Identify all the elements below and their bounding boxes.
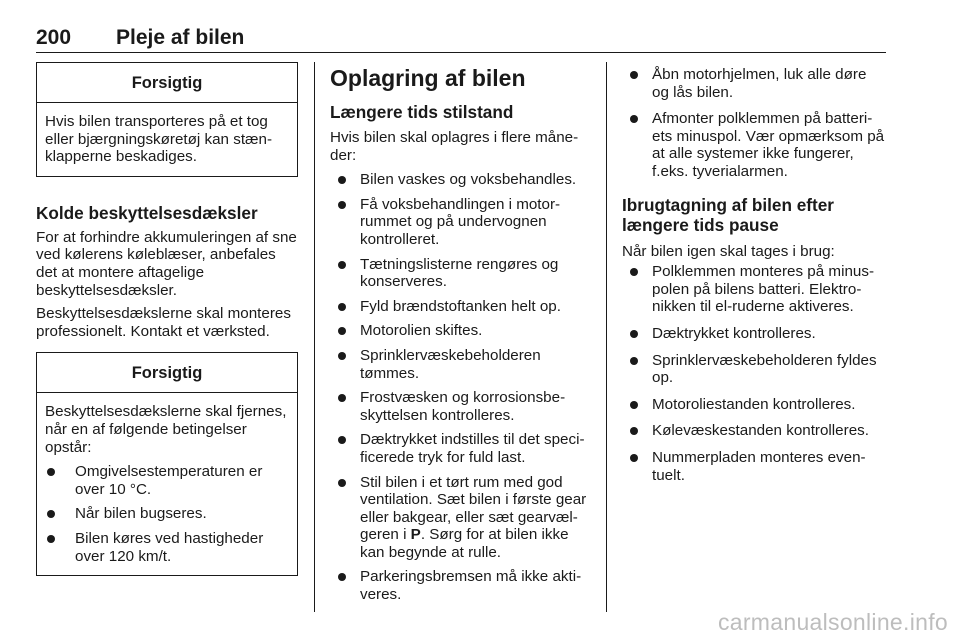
caution-box-covers	[36, 352, 298, 576]
bullet-icon	[338, 327, 346, 335]
list-item: Frostvæsken og korrosionsbeskyttelsen kontrolleres.	[330, 389, 592, 424]
bullet-icon	[630, 330, 638, 338]
list-item: Polklemmen monteres på minuspolen på bilens batteri. Elektronikken til el-ruderne aktiveres.	[622, 263, 886, 316]
paragraph: Når bilen igen skal tages i brug:	[622, 242, 835, 260]
bullet-icon	[338, 573, 346, 581]
list-item: Når bilen bugseres.	[45, 505, 289, 523]
middle-column	[330, 62, 592, 604]
list-item: Sprinklervæskebeholderen fyldes op.	[622, 352, 886, 387]
list-item: Parkeringsbremsen må ikke aktiveres.	[330, 568, 592, 603]
list-item: Motorolien skiftes.	[330, 322, 592, 340]
column-divider-2	[606, 62, 607, 612]
bullet-icon	[630, 427, 638, 435]
list-item: Tætningslisterne rengøres og konserveres.	[330, 256, 592, 291]
bullet-icon	[47, 510, 55, 518]
bullet-icon	[338, 201, 346, 209]
storage-list	[330, 171, 592, 603]
watermark: carmanualsonline.info	[717, 609, 948, 635]
bullet-icon	[630, 268, 638, 276]
section-title-cold-covers: Kolde beskyttelsesdæksler	[36, 202, 258, 223]
bullet-icon	[630, 401, 638, 409]
caution-title: Forsigtig	[37, 63, 297, 103]
page-number: 200	[36, 26, 72, 49]
left-column	[36, 62, 298, 576]
subsection-heading: Ibrugtagning af bilen efter længere tids pause	[622, 194, 834, 235]
paragraph: For at forhindre akkumuleringen af sne ved kølerens køleblæser, anbefales det at montere aftagelige beskyttelsesdæksler.	[36, 228, 297, 299]
header-divider	[36, 52, 886, 53]
right-column	[622, 62, 886, 484]
bullet-icon	[338, 479, 346, 487]
page-header	[36, 26, 886, 50]
bullet-icon	[47, 535, 55, 543]
list-item: Afmonter polklemmen på batteriets minuspol. Vær opmærksom på at alle systemer ikke fungerer, f.eks. tyverialarmen.	[622, 110, 886, 180]
list-item: Fyld brændstoftanken helt op.	[330, 298, 592, 316]
bullet-icon	[338, 261, 346, 269]
section-heading: Oplagring af bilen	[330, 65, 526, 91]
caution-text: Hvis bilen transporteres på et tog eller bjærgningskøretøj kan stænklapperne beskadiges.	[45, 113, 273, 166]
bullet-icon	[338, 352, 346, 360]
bullet-icon	[630, 115, 638, 123]
bullet-icon	[338, 436, 346, 444]
gear-p-label: P	[410, 526, 421, 544]
bullet-icon	[338, 394, 346, 402]
storage-list-continued	[622, 66, 886, 181]
paragraph: Beskyttelsesdækslerne skal monteres professionelt. Kontakt et værksted.	[36, 305, 291, 340]
list-item: Nummerpladen monteres eventuelt.	[622, 449, 886, 484]
list-item: Dæktrykket kontrolleres.	[622, 325, 886, 343]
list-item: Åbn motorhjelmen, luk alle døre og lås bilen.	[622, 66, 886, 101]
caution-box-transport	[36, 62, 298, 177]
bullet-icon	[338, 303, 346, 311]
bullet-icon	[630, 71, 638, 79]
list-item: Dæktrykket indstilles til det specificerede tryk for fuld last.	[330, 431, 592, 466]
column-divider-1	[314, 62, 315, 612]
bullet-icon	[338, 176, 346, 184]
restart-list	[622, 263, 886, 484]
list-item: Stil bilen i et tørt rum med god ventilation. Sæt bilen i første gear eller bakgear, eller sæt gearvælgeren i P. Sørg for at bilen ikke kan begynde at rulle.	[330, 474, 592, 562]
bullet-icon	[47, 468, 55, 476]
list-item: Bilen køres ved hastigheder over 120 km/t.	[45, 530, 289, 565]
list-item: Bilen vaskes og voksbehandles.	[330, 171, 592, 189]
caution-intro: Beskyttelsesdækslerne skal fjernes, når en af følgende betingelser opstår:	[45, 403, 287, 456]
caution-title: Forsigtig	[37, 353, 297, 393]
list-item: Sprinklervæskebeholderen tømmes.	[330, 347, 592, 382]
list-item: Omgivelsestemperaturen er over 10 °C.	[45, 463, 289, 498]
list-item: Motoroliestanden kontrolleres.	[622, 396, 886, 414]
list-item: Kølevæskestanden kontrolleres.	[622, 422, 886, 440]
bullet-icon	[630, 454, 638, 462]
paragraph: Hvis bilen skal oplagres i flere måneder:	[330, 129, 579, 164]
caution-list	[45, 463, 289, 565]
list-item: Få voksbehandlingen i motorrummet og på undervognen kontrolleret.	[330, 196, 592, 249]
page-title: Pleje af bilen	[116, 26, 245, 49]
bullet-icon	[630, 357, 638, 365]
subsection-heading: Længere tids stilstand	[330, 102, 514, 122]
